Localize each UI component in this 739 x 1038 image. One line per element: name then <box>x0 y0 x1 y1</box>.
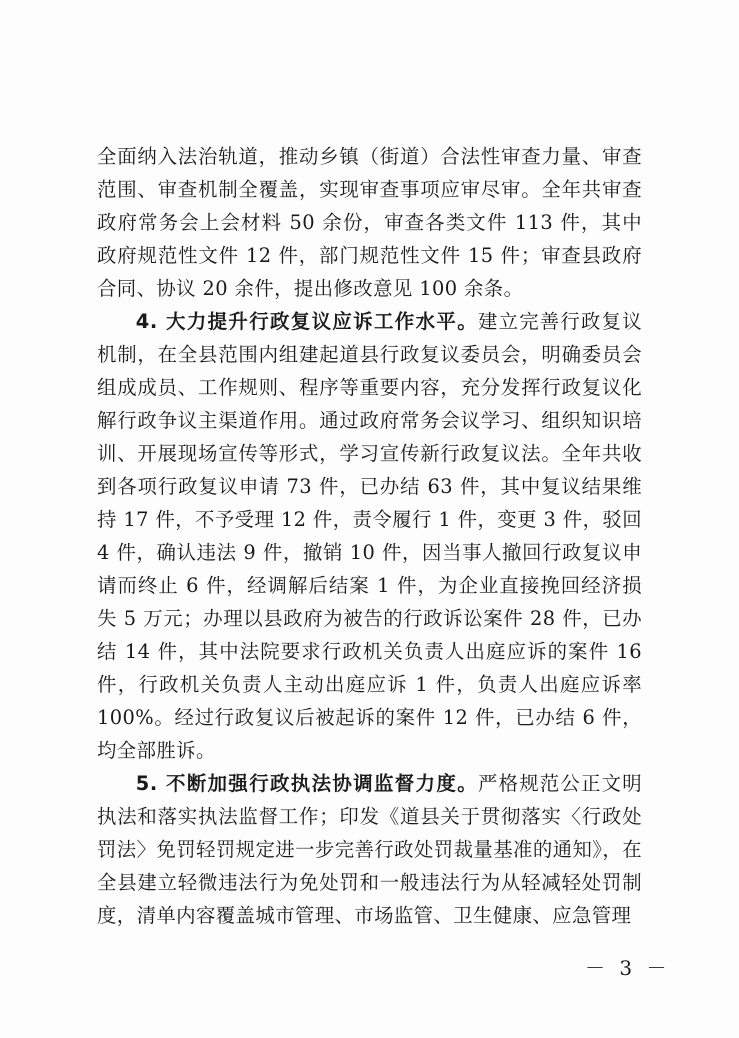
section-4-body: 建立完善行政复议机制，在全县范围内组建起道县行政复议委员会，明确委员会组成成员、工作规则、程序等重要内容，充分发挥行政复议化解行政争议主渠道作用。通过政府常务会议学习、组织知识培训、开展现场宣传等形式，学习宣传新行政复议法。全年共收到各项行政复议申请 73 件，已办结 63 件，其中复议结果维持 17 件，不予受理 12 件，责令履行 1 件，变更 3 件，驳回 4 件，确认违法 9 件，撤销 10 件，因当事人撤回行政复议申请而终止 6 件，经调解后结案 1 件，为企业直接挽回经济损失 5 万元；办理以县政府为被告的行政诉讼案件 28 件，已办结 14 件，其中法院要求行政机关负责人出庭应诉的案件 16 件，行政机关负责人主动出庭应诉 1 件，负责人出庭应诉率 100%。经过行政复议后被起诉的案件 12 件，已办结 6 件，均全部胜诉。 <box>97 310 642 762</box>
section-5-body: 严格规范公正文明执法和落实执法监督工作；印发《道县关于贯彻落实〈行政处罚法〉免罚轻罚规定进一步完善行政处罚裁量基准的通知》，在全县建立轻微违法行为免处罚和一般违法行为从轻减轻处罚制度，清单内容覆盖城市管理、市场监管、卫生健康、应急管理 <box>97 772 642 927</box>
section-5-heading: 5. 不断加强行政执法协调监督力度。 <box>135 772 478 795</box>
paragraph-continuation: 全面纳入法治轨道，推动乡镇（街道）合法性审查力量、审查范围、审查机制全覆盖，实现审查事项应审尽审。全年共审查政府常务会上会材料 50 余份，审查各类文件 113 件，其中政府规范性文件 12 件，部门规范性文件 15 件；审查县政府合同、协议 20 余件，提出修改意见 100 余条。 <box>97 145 642 300</box>
document-body <box>97 140 642 932</box>
section-5-paragraph <box>97 767 642 932</box>
section-4-paragraph <box>97 305 642 767</box>
section-4-heading: 4. 大力提升行政复议应诉工作水平。 <box>135 310 478 333</box>
page-number: － 3 － <box>585 956 671 980</box>
